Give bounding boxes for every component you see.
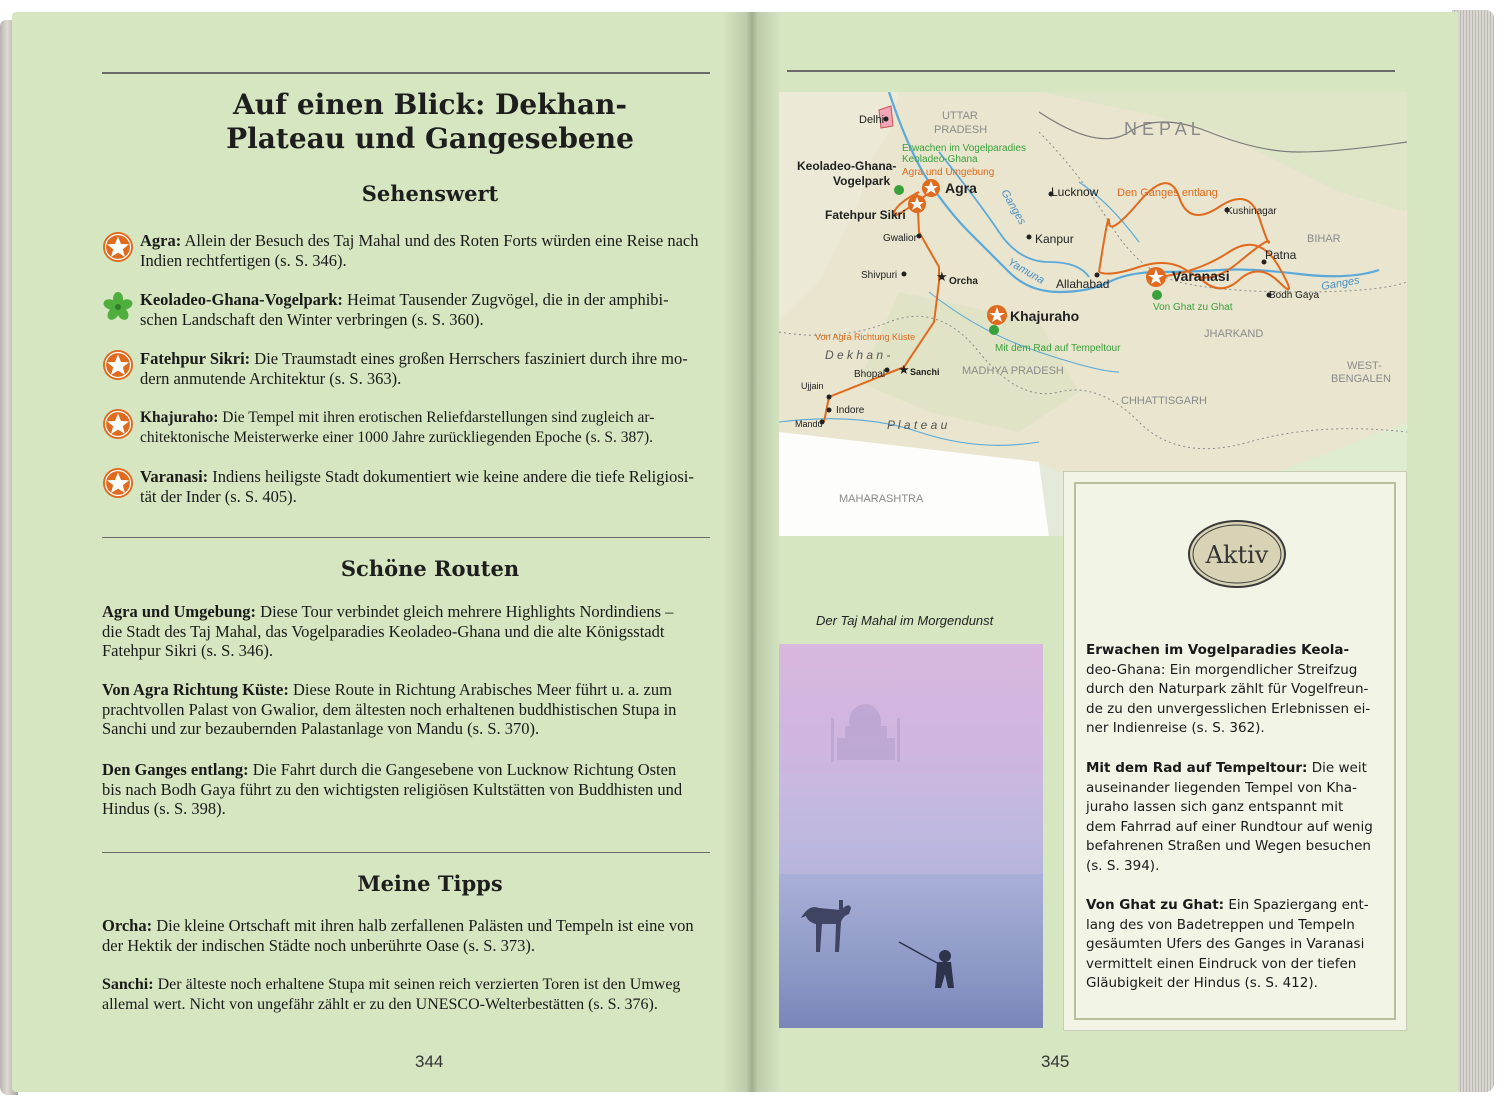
tip-text: Die kleine Ortschaft mit ihren halb zerfallenen Palästen und Tempeln ist eine von [156,916,694,935]
sight-name: Varanasi: [140,467,209,486]
sight-keoladeo [140,290,710,329]
photo-caption: Der Taj Mahal im Morgendunst [816,613,994,628]
map-label-bhopal: Bhopal [854,369,886,380]
map-label-khajuraho: Khajuraho [1010,308,1080,324]
map-label-lucknow: Lucknow [1051,185,1099,199]
star-badge-icon [102,408,134,440]
sight-text: Die Traumstadt eines großen Herrschers fasziniert durch ihre mo- [254,349,688,368]
map-graphic [779,92,1407,536]
aktiv-entry-text: dem Fahrrad auf einer Rundtour auf wenig [1086,818,1373,835]
map-label-patna: Patna [1265,248,1297,262]
aktiv-badge-icon [1187,519,1287,589]
map-label-plateau-1: D e k h a n - [825,348,891,362]
page-title [140,88,720,156]
route-text: Diese Tour verbindet gleich mehrere Highlights Nordindiens – [260,602,674,621]
aktiv-entry-text: Gläubigkeit der Hindus (s. S. 412). [1086,975,1318,992]
aktiv-entry-text: vermittelt einen Eindruck von der tiefen [1086,955,1357,972]
region-map [779,92,1407,536]
aktiv-entry-text: auseinander liegenden Tempel von Kha- [1086,779,1357,796]
tipps-heading: Meine Tipps [357,871,503,896]
route-text: Fatehpur Sikri (s. S. 346). [102,641,273,660]
sehenswert-heading: Sehenswert [361,181,499,206]
map-label-jharkand: JHARKAND [1204,328,1264,340]
aktiv-entry-text: ner Indienreise (s. S. 362). [1086,720,1265,737]
sight-text: Heimat Tausender Zugvögel, die in der amphibi- [347,290,669,309]
aktiv-entry-rad [1086,759,1386,877]
tip-orcha [102,916,710,955]
map-label-chhattisgarh: CHHATTISGARH [1121,395,1207,407]
map-label-orcha: Orcha [949,276,978,287]
aktiv-entry-vogel [1086,641,1386,739]
title-line-1: Auf einen Blick: Dekhan- [232,88,628,121]
route-text: Sanchi und zur bezaubernden Palastanlage von Mandu (s. S. 370). [102,719,540,738]
aktiv-entry-text: Die weit [1311,760,1367,776]
map-label-tour-ghat: Von Ghat zu Ghat [1153,302,1233,313]
sight-text: Die Tempel mit ihren erotischen Reliefdarstellungen sind zugleich ar- [222,409,655,426]
map-label-keoladeo-1: Keoladeo-Ghana- [797,159,897,173]
route-name: Von Agra Richtung Küste: [102,680,289,699]
map-label-sanchi: Sanchi [910,367,940,377]
top-rule-right [787,70,1395,72]
map-label-agra: Agra [945,180,977,196]
sight-name: Keoladeo-Ghana-Vogelpark: [140,290,343,309]
tip-text: allemal wert. Nicht von ungefähr zählt er zu den UNESCO-Welterbestätten (s. S. 376). [102,995,658,1013]
map-label-tour-agra: Agra und Umgebung [902,167,995,178]
map-label-indore: Indore [836,405,865,416]
aktiv-entry-text: (s. S. 394). [1086,857,1160,874]
aktiv-entry-text: durch den Naturpark zählt für Vogelfreun- [1086,681,1369,698]
map-label-ujjain: Ujjain [801,381,824,391]
aktiv-entry-text: lang des von Badetreppen und Tempeln [1086,916,1355,933]
svg-text:★: ★ [898,362,910,377]
map-label-yamuna: Yamuna [1005,256,1047,287]
map-label-madhya: MADHYA PRADESH [962,365,1064,377]
map-label-mandu: Mandu [795,419,823,429]
svg-text:★: ★ [936,269,948,284]
tip-text: Der älteste noch erhaltene Stupa mit seinen reich verzierten Toren ist den Umweg [157,976,681,993]
route-name: Den Ganges entlang: [102,760,249,779]
star-badge-icon [102,349,134,381]
map-label-allahabad: Allahabad [1056,277,1110,291]
sight-text: dern anmutende Architektur (s. S. 363). [140,368,402,388]
route-agra [102,602,710,661]
aktiv-entry-text: befahrenen Straßen und Wegen besuchen [1086,838,1371,855]
aktiv-entry-ghat [1086,896,1386,994]
map-label-bihar: BIHAR [1307,233,1341,245]
sight-agra [140,231,710,270]
tip-name: Orcha: [102,916,153,935]
map-label-tour-vogel: Erwachen im Vogelparadies [902,143,1026,154]
sight-text: chitektonische Meisterwerke einer 1000 Jahre zurückliegenden Epoche (s. S. 387). [140,428,654,446]
aktiv-entry-text: deo-Ghana: Ein morgendlicher Streifzug [1086,661,1358,678]
map-label-west-2: BENGALEN [1331,373,1391,385]
tip-name: Sanchi: [102,976,154,993]
map-label-uttar-1: UTTAR [942,110,978,122]
aktiv-entry-name: Erwachen im Vogelparadies Keola- [1086,642,1350,658]
sight-text: Indien rechtfertigen (s. S. 346). [140,250,347,270]
route-text: prachtvollen Palast von Gwalior, dem ältesten noch erhaltenen buddhistischen Stupa in [102,699,677,719]
route-text: Diese Route in Richtung Arabisches Meer führt u. a. zum [293,680,672,699]
route-kueste [102,680,710,739]
map-label-tour-keoladeo: Keoladeo-Ghana [902,154,978,165]
map-label-delhi: Delhi [859,114,885,126]
tip-text: der Hektik der indischen Städte noch unberührte Oase (s. S. 373). [102,935,536,955]
map-label-bodh-gaya: Bodh Gaya [1269,290,1320,301]
aktiv-entry-text: gesäumten Ufers des Ganges in Varanasi [1086,936,1365,953]
page-number-left: 344 [415,1052,444,1071]
map-label-keoladeo-2: Vogelpark [833,174,891,188]
aktiv-label: Aktiv [1205,541,1269,569]
route-text: Die Fahrt durch die Gangesebene von Lucknow Richtung Osten [252,760,677,779]
sight-name: Khajuraho: [140,409,219,426]
sight-khajuraho [140,408,710,447]
sight-name: Fatehpur Sikri: [140,349,251,368]
aktiv-entry-text: Ein Spaziergang ent- [1228,897,1369,913]
star-badge-icon [102,231,134,263]
section-rule [102,852,710,853]
route-text: die Stadt des Taj Mahal, das Vogelparadies Keoladeo-Ghana und die alte Königsstadt [102,621,665,641]
title-line-2: Plateau und Gangesebene [226,122,634,155]
map-label-maharashtra: MAHARASHTRA [839,493,924,505]
sight-fatehpur [140,349,710,388]
map-label-tour-ganges: Den Ganges entlang [1117,187,1218,199]
map-label-plateau-2: P l a t e a u [887,418,948,432]
sight-text: tät der Inder (s. S. 405). [140,486,297,506]
map-label-gwalior: Gwalior [883,233,917,244]
sight-text: Indiens heiligste Stadt dokumentiert wie keine andere die tiefe Religiosi- [212,467,694,486]
map-label-kanpur: Kanpur [1035,232,1074,246]
map-label-ganges-2: Ganges [1320,274,1361,293]
aktiv-entry-text: juraho lassen sich ganz entspannt mit [1086,799,1344,816]
taj-mahal-photo [779,644,1043,1028]
tip-sanchi [102,975,710,1014]
photo-graphic [779,644,1043,1028]
route-name: Agra und Umgebung: [102,602,257,621]
route-text: bis nach Bodh Gaya führt zu den wichtigsten religiösen Kultstätten von Buddhisten und [102,779,683,799]
map-label-fatehpur: Fatehpur Sikri [825,208,906,222]
map-label-west-1: WEST- [1347,360,1382,372]
map-label-varanasi: Varanasi [1172,268,1230,284]
map-label-tour-rad: Mit dem Rad auf Tempeltour [995,343,1121,354]
map-label-tour-kueste: Von Agra Richtung Küste [815,332,916,342]
sight-varanasi [140,467,710,506]
route-ganges [102,760,710,819]
aktiv-entry-name: Von Ghat zu Ghat: [1086,897,1225,913]
sight-text: Allein der Besuch des Taj Mahal und des Roten Forts würden eine Reise nach [184,231,699,250]
star-badge-icon [102,467,134,499]
sight-name: Agra: [140,231,182,250]
book-gutter [722,12,782,1092]
page-number-right: 345 [1041,1052,1070,1071]
map-label-shivpuri: Shivpuri [861,270,898,281]
section-rule [102,537,710,538]
map-label-nepal: N E P A L [1124,119,1201,139]
map-label-kushinagar: Kushinagar [1226,206,1277,217]
routen-heading: Schöne Routen [340,556,520,581]
map-label-ganges-1: Ganges [998,187,1029,227]
aktiv-entry-text: de zu den unvergesslichen Erlebnissen ei- [1086,700,1371,717]
sight-text: schen Landschaft den Winter verbringen (s. S. 360). [140,309,484,329]
route-text: Hindus (s. S. 398). [102,799,226,818]
green-flower-icon [102,291,134,323]
map-label-uttar-2: PRADESH [934,124,988,136]
aktiv-entry-name: Mit dem Rad auf Tempeltour: [1086,760,1308,776]
book-edge-right [1452,10,1494,1092]
top-rule-left [102,72,710,74]
